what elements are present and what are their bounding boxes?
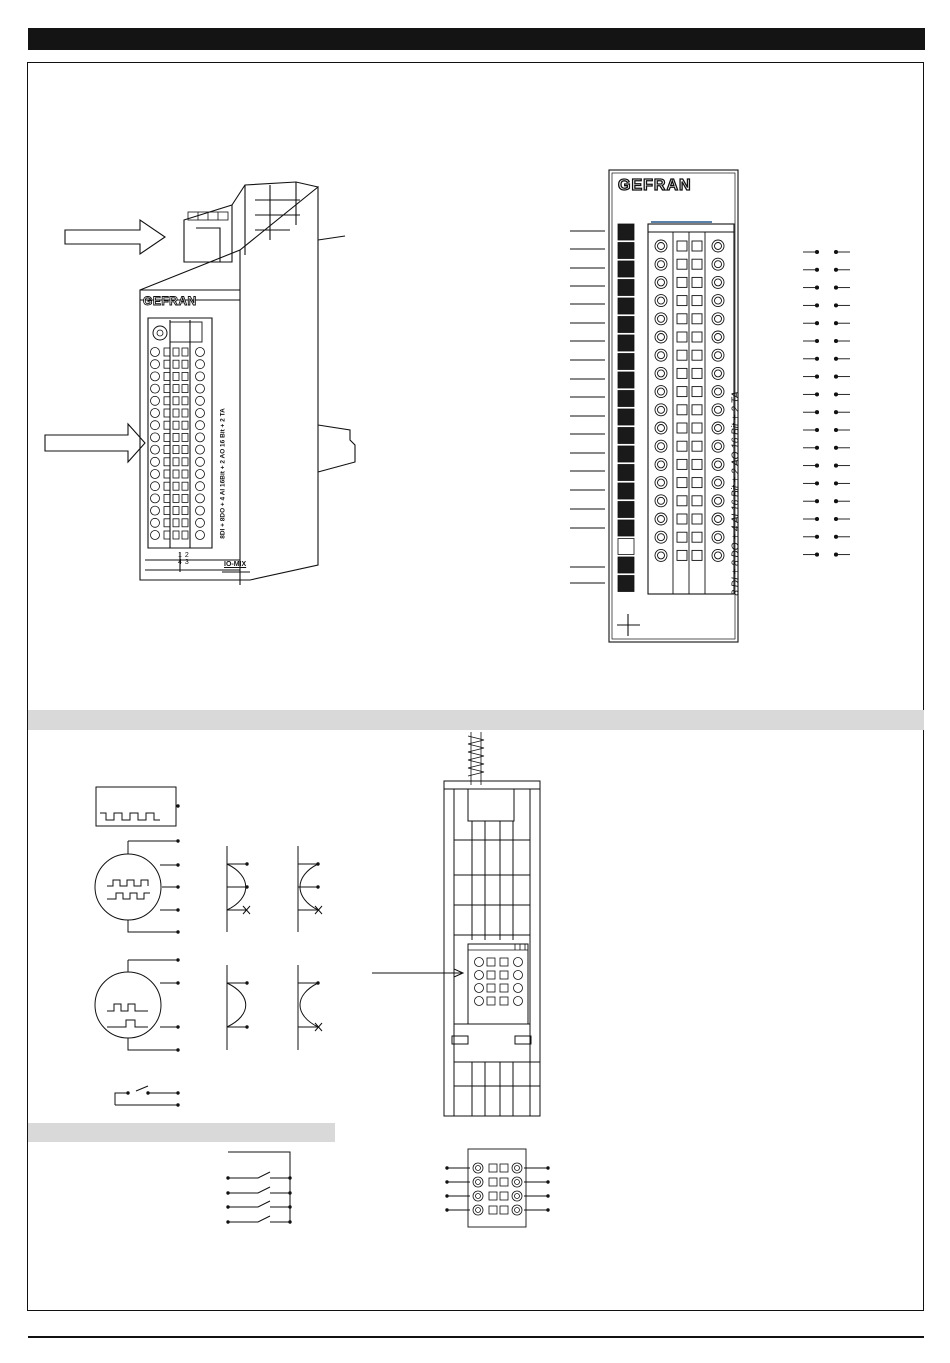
block-terminal-screw-inner [515, 1194, 520, 1199]
side-terminal-slot [500, 958, 508, 966]
block-terminal-slot [489, 1178, 497, 1186]
block-terminal-slot [500, 1164, 508, 1172]
front-brand-logo: GEFRAN [618, 177, 692, 194]
terminal-dot [176, 908, 179, 911]
block-terminal-screw [473, 1163, 483, 1173]
terminal-dot [176, 930, 179, 933]
terminal-dot [176, 1048, 179, 1051]
side-terminal-screw [514, 971, 523, 980]
block-terminal-slot [489, 1164, 497, 1172]
terminal-number-3: 3 [184, 559, 189, 566]
side-terminal-slot [500, 971, 508, 979]
block-terminal-slot [489, 1192, 497, 1200]
terminal-number-4: 4 [178, 559, 182, 566]
block-terminal-screw-inner [515, 1166, 520, 1171]
block-terminal-slot [500, 1178, 508, 1186]
iso-brand-logo: GEFRAN [143, 294, 197, 308]
terminal-dot [126, 1091, 129, 1094]
terminal-number-1: 1 [178, 552, 182, 559]
terminal-dot [176, 981, 179, 984]
terminal-dot [226, 1176, 229, 1179]
terminal-dot [245, 981, 248, 984]
block-terminal-slot [500, 1192, 508, 1200]
front-model-label: 8 DI + 8 DO + 4 AI 16 Bit + 2 AO 16 Bit + 2 TA [730, 391, 742, 596]
side-terminal-slot [487, 958, 495, 966]
block-terminal-screw [512, 1163, 522, 1173]
terminal-dot [176, 863, 179, 866]
terminal-dot [316, 862, 319, 865]
block-terminal-screw [473, 1177, 483, 1187]
terminal-dot [146, 1091, 149, 1094]
side-terminal-screw [475, 984, 484, 993]
side-terminal-slot [500, 984, 508, 992]
block-terminal-screw [473, 1205, 483, 1215]
terminal-dot [316, 885, 319, 888]
terminal-dot [288, 1220, 291, 1223]
terminal-dot [245, 885, 248, 888]
block-terminal-slot [500, 1206, 508, 1214]
block-terminal-screw-inner [476, 1208, 481, 1213]
terminal-dot [245, 1025, 248, 1028]
side-terminal-slot [487, 997, 495, 1005]
iso-model-label: 8DI + 8DO + 4 AI 16Bit + 2 AO 16 Bit + 2 TA [219, 408, 227, 539]
terminal-dot [226, 1191, 229, 1194]
block-terminal-screw-inner [476, 1180, 481, 1185]
terminal-dot [288, 1191, 291, 1194]
terminal-dot [176, 1025, 179, 1028]
side-terminal-screw [475, 958, 484, 967]
terminal-dot [245, 862, 248, 865]
block-terminal-screw-inner [515, 1180, 520, 1185]
block-terminal-screw [473, 1191, 483, 1201]
block-terminal-slot [489, 1206, 497, 1214]
block-terminal-screw-inner [515, 1208, 520, 1213]
terminal-dot [176, 958, 179, 961]
terminal-dot [288, 1176, 291, 1179]
terminal-dot [316, 981, 319, 984]
block-terminal-screw-inner [476, 1194, 481, 1199]
side-terminal-screw [514, 997, 523, 1006]
terminal-dot [288, 1205, 291, 1208]
side-terminal-slot [487, 971, 495, 979]
terminal-dot [176, 804, 179, 807]
side-terminal-top [468, 944, 528, 950]
block-terminal-screw-inner [476, 1166, 481, 1171]
terminal-dot [226, 1205, 229, 1208]
side-terminal-slot [500, 997, 508, 1005]
terminal-dot [176, 839, 179, 842]
side-terminal-screw [514, 958, 523, 967]
terminal-number-2: 2 [184, 552, 189, 559]
block-terminal-screw [512, 1205, 522, 1215]
block-terminal-screw [512, 1191, 522, 1201]
side-terminal-screw [475, 997, 484, 1006]
block-terminal-screw [512, 1177, 522, 1187]
side-terminal-screw [514, 984, 523, 993]
side-terminal-slot [487, 984, 495, 992]
terminal-dot [226, 1220, 229, 1223]
terminal-dot [176, 1091, 179, 1094]
side-terminal-screw [475, 971, 484, 980]
iso-bottom-label: IO-MIX [224, 561, 247, 568]
terminal-dot [176, 1103, 179, 1106]
terminal-dot [176, 885, 179, 888]
